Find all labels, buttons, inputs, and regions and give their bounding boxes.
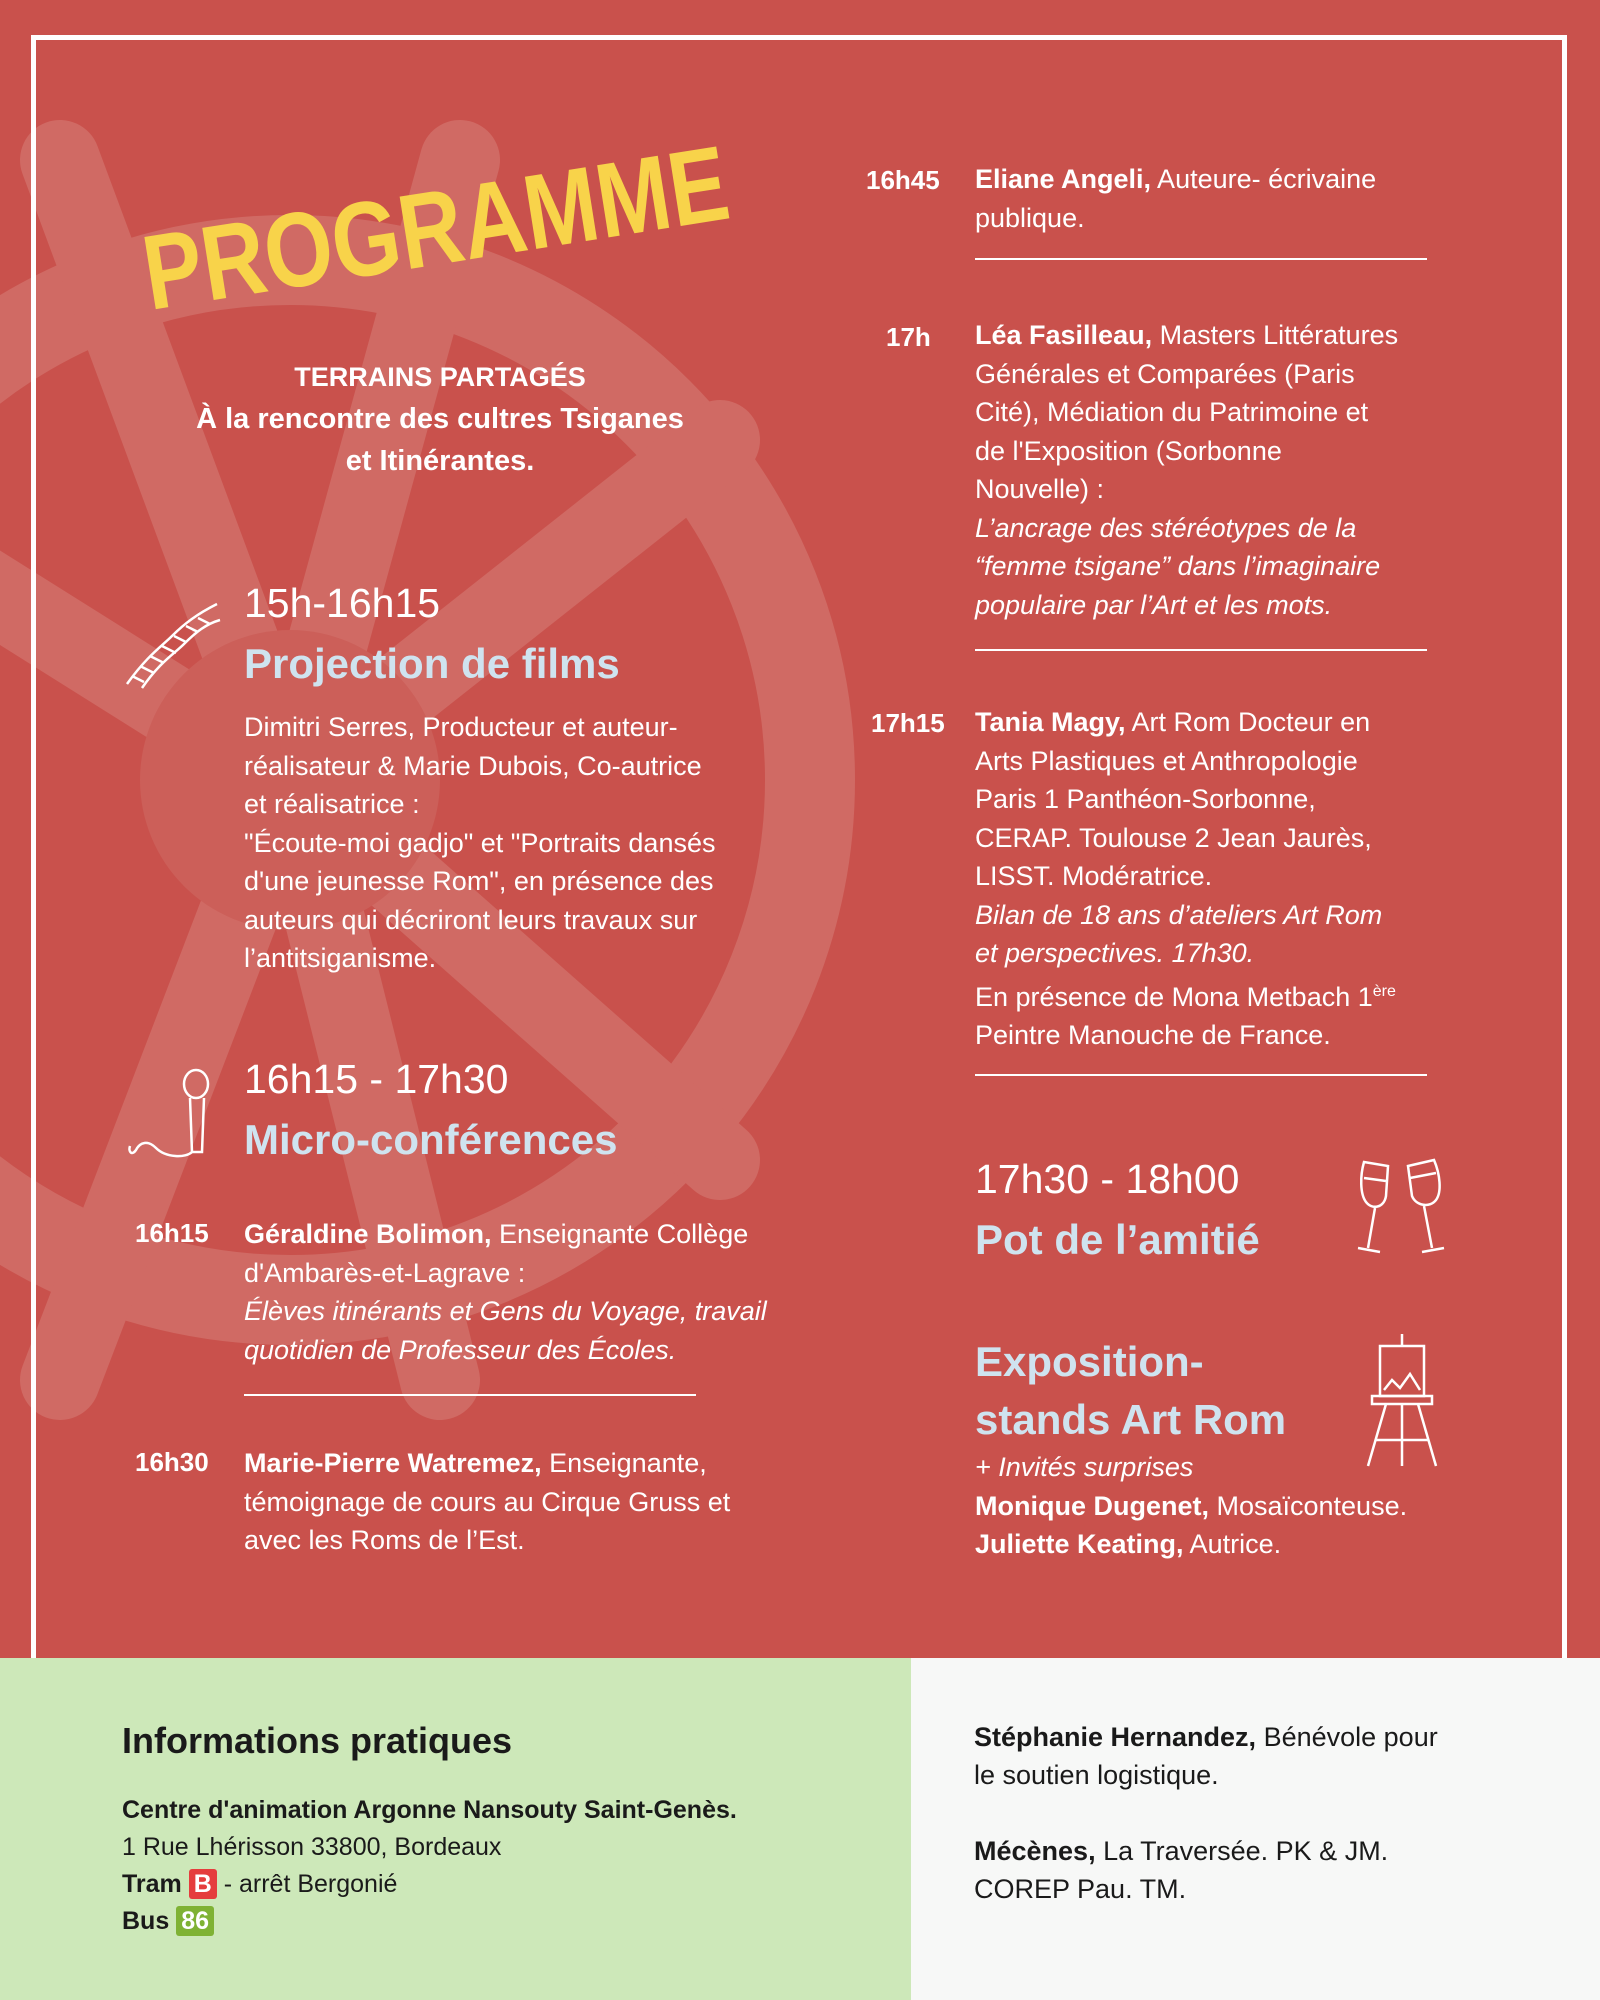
subtitle-line-2: À la rencontre des cultres Tsiganes <box>196 403 684 435</box>
films-line: l’antitsiganisme. <box>244 943 437 973</box>
talk1-name: Géraldine Bolimon, <box>244 1219 492 1249</box>
talk3-text <box>975 160 1495 237</box>
talk5-text <box>975 703 1515 1055</box>
talk2-role: Enseignante, <box>541 1448 707 1478</box>
practical-info-panel <box>0 1658 911 2000</box>
talk1-text <box>244 1215 884 1369</box>
talk4-role-line: de l'Exposition (Sorbonne <box>975 435 1282 466</box>
tram-line-badge: B <box>189 1869 217 1899</box>
talk2-role-3: avec les Roms de l’Est. <box>244 1525 525 1555</box>
talk2-name: Marie-Pierre Watremez, <box>244 1448 542 1478</box>
venue-name: Centre d'animation Argonne Nansouty Saint-Genès. <box>122 1796 737 1824</box>
film-reel-icon <box>122 596 222 691</box>
talk3-name: Eliane Angeli, <box>975 164 1152 194</box>
talk2-role-2: témoignage de cours au Cirque Gruss et <box>244 1486 731 1517</box>
talk5-role: Art Rom Docteur en <box>1125 707 1371 737</box>
divider <box>975 258 1427 260</box>
talk1-time: 16h15 <box>135 1218 209 1248</box>
films-line: auteurs qui décriront leurs travaux sur <box>244 904 698 935</box>
bus-line-badge: 86 <box>176 1906 214 1936</box>
talk1-topic-1: Élèves itinérants et Gens du Voyage, travail <box>244 1296 767 1326</box>
films-line: d'une jeunesse Rom", en présence des <box>244 866 714 896</box>
talk5-role-line: LISST. Modératrice. <box>975 861 1213 891</box>
expo-title-1: Exposition- <box>975 1338 1204 1385</box>
talk4-time: 17h <box>886 322 931 352</box>
talk4-role-line: Cité), Médiation du Patrimoine et <box>975 397 1369 427</box>
guest1-name: Monique Dugenet, <box>975 1490 1209 1521</box>
talk4-topic-line: populaire par l’Art et les mots. <box>975 589 1333 620</box>
talk2-time: 16h30 <box>135 1447 209 1477</box>
talk5-topic-line: et perspectives. 17h30. <box>975 938 1255 968</box>
expo-details <box>975 1448 1535 1564</box>
talk4-role-line: Nouvelle) : <box>975 474 1105 504</box>
talk3-role-2: publique. <box>975 202 1085 233</box>
volunteer-role-2: le soutien logistique. <box>974 1760 1219 1790</box>
bus-label: Bus <box>122 1907 170 1935</box>
talk1-topic-2: quotidien de Professeur des Écoles. <box>244 1334 677 1365</box>
expo-title-2: stands Art Rom <box>975 1396 1287 1443</box>
films-time: 15h-16h15 <box>244 580 441 626</box>
patrons-line-2: COREP Pau. TM. <box>974 1874 1187 1904</box>
films-description <box>244 708 844 978</box>
talk5-presence: En présence de Mona Metbach 1 <box>975 981 1373 1012</box>
tram-label: Tram <box>122 1870 182 1898</box>
patrons-line-1: La Traversée. PK & JM. <box>1095 1836 1389 1866</box>
guest2-name: Juliette Keating, <box>975 1529 1184 1559</box>
talk4-text <box>975 316 1495 624</box>
talk3-role: Auteure- écrivaine <box>1151 164 1377 194</box>
talk5-presence-sup: ère <box>1372 982 1396 1000</box>
micro-time: 16h15 - 17h30 <box>244 1056 509 1102</box>
talk5-time: 17h15 <box>871 708 945 738</box>
expo-guests: + Invités surprises <box>975 1452 1194 1482</box>
programme-title <box>135 104 858 340</box>
subtitle <box>120 356 760 482</box>
talk4-topic-line: L’ancrage des stéréotypes de la <box>975 512 1357 543</box>
films-title: Projection de films <box>244 640 620 687</box>
pot-time: 17h30 - 18h00 <box>975 1156 1240 1202</box>
talk5-role-line: Paris 1 Panthéon-Sorbonne, <box>975 784 1316 814</box>
talk1-role-2: d'Ambarès-et-Lagrave : <box>244 1257 526 1288</box>
divider <box>975 649 1427 651</box>
talk4-topic-line: “femme tsigane” dans l’imaginaire <box>975 551 1381 581</box>
talk4-name: Léa Fasilleau, <box>975 320 1153 350</box>
subtitle-line-1: TERRAINS PARTAGÉS <box>294 362 586 392</box>
films-line: Dimitri Serres, Producteur et auteur- <box>244 712 678 742</box>
microphone-icon <box>126 1066 222 1162</box>
credits-panel <box>911 1658 1600 2000</box>
patrons-label: Mécènes, <box>974 1836 1096 1866</box>
films-line: réalisateur & Marie Dubois, Co-autrice <box>244 750 702 781</box>
wine-glasses-icon <box>1350 1156 1450 1266</box>
talk4-role-line: Générales et Comparées (Paris <box>975 358 1355 389</box>
films-line: "Écoute-moi gadjo" et "Portraits dansés <box>244 827 716 858</box>
talk5-name: Tania Magy, <box>975 707 1126 737</box>
volunteer-name: Stéphanie Hernandez, <box>974 1722 1257 1752</box>
talk1-role: Enseignante Collège <box>491 1219 749 1249</box>
svg-text:PROGRAMME: PROGRAMME <box>135 104 858 333</box>
tram-stop: - arrêt Bergonié <box>216 1870 398 1898</box>
films-line: et réalisatrice : <box>244 789 420 819</box>
talk4-role: Masters Littératures <box>1152 320 1399 350</box>
divider <box>975 1074 1427 1076</box>
talk5-role-line: Arts Plastiques et Anthropologie <box>975 745 1358 776</box>
venue-address: 1 Rue Lhérisson 33800, Bordeaux <box>122 1833 502 1861</box>
talk2-text <box>244 1444 884 1560</box>
micro-title: Micro-conférences <box>244 1116 618 1163</box>
guest1-role: Mosaïconteuse. <box>1208 1490 1408 1521</box>
guest2-role: Autrice. <box>1183 1529 1282 1559</box>
divider <box>244 1394 696 1396</box>
pot-title: Pot de l’amitié <box>975 1216 1260 1263</box>
volunteer-role: Bénévole pour <box>1256 1722 1438 1752</box>
talk5-role-line: CERAP. Toulouse 2 Jean Jaurès, <box>975 822 1372 853</box>
subtitle-line-3: et Itinérantes. <box>345 445 535 477</box>
talk5-topic-line: Bilan de 18 ans d’ateliers Art Rom <box>975 899 1383 930</box>
talk3-time: 16h45 <box>866 165 940 195</box>
info-details <box>122 1792 737 1940</box>
info-title: Informations pratiques <box>122 1720 513 1761</box>
talk5-presence-2: Peintre Manouche de France. <box>975 1020 1331 1050</box>
credits-text <box>974 1718 1554 1908</box>
